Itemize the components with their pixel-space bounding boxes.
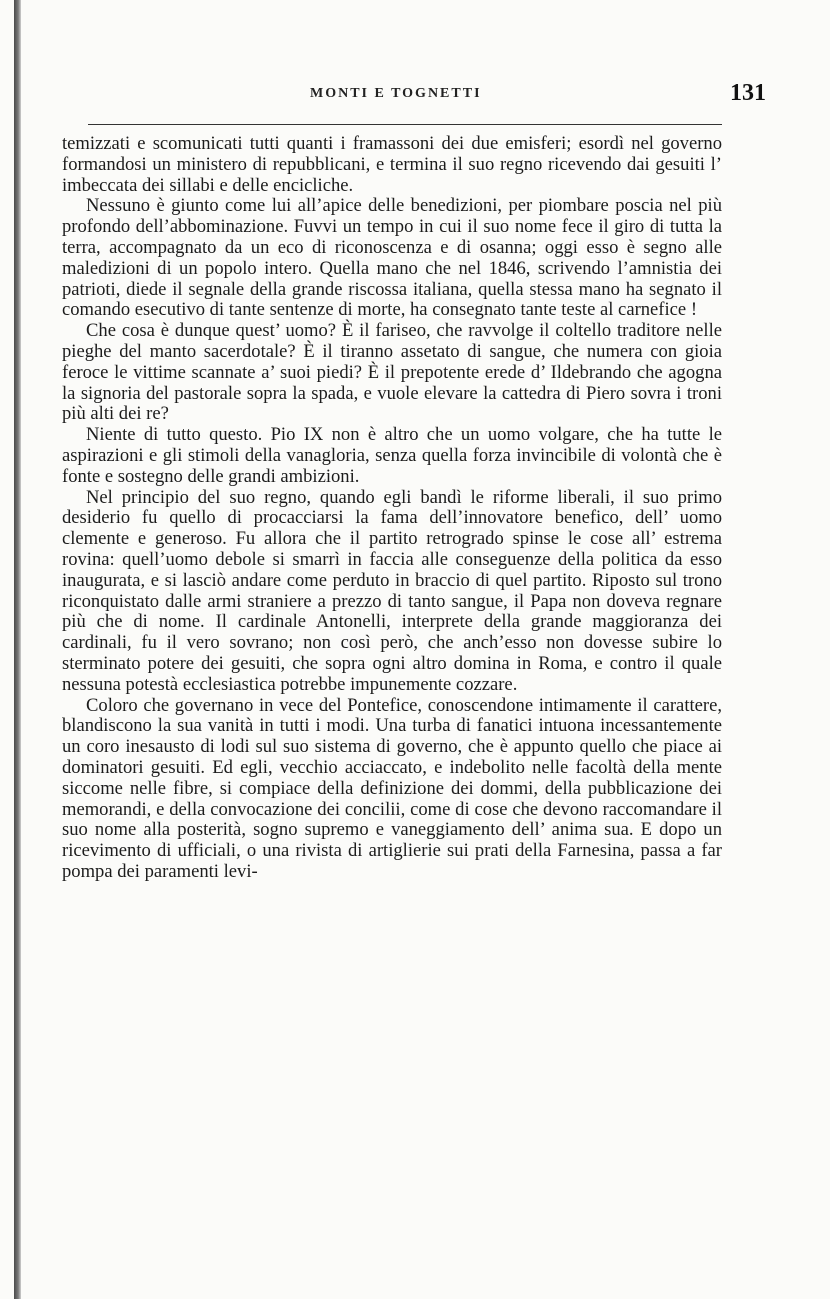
page-header [90, 80, 770, 108]
body-text [62, 134, 722, 883]
running-head: MONTI E TOGNETTI [310, 86, 482, 101]
paragraph: Niente di tutto questo. Pio IX non è altro che un uomo volgare, che ha tutte le aspirazioni e gli stimoli della vanagloria, senza quella forza invincibile di volontà che è fonte e sostegno delle grandi ambizioni. [62, 424, 722, 487]
paragraph: Nel principio del suo regno, quando egli bandì le riforme liberali, il suo primo desiderio fu quello di procacciarsi la fama dell’innovatore benefico, dell’ uomo clemente e generoso. Fu allora che il partito retrogrado spinse le cose all’ estrema rovina: quell’uomo debole si smarrì in faccia alle conseguenze della politica da esso inaugurata, e si lasciò andare come perduto in braccio di quel partito. Riposto sul trono riconquistato dalle armi straniere a prezzo di tanto sangue, il Papa non doveva regnare più che di nome. Il cardinale Antonelli, interprete della grande maggioranza dei cardinali, fu il vero sovrano; non così però, che anch’esso non dovesse subire lo sterminato potere dei gesuiti, che sopra ogni altro domina in Roma, e contro il quale nessuna potestà ecclesiastica potrebbe impunemente cozzare. [62, 486, 722, 695]
page-number: 131 [730, 80, 766, 106]
paragraph: Che cosa è dunque quest’ uomo? È il fariseo, che ravvolge il coltello traditore nelle pieghe del manto sacerdotale? È il tiranno assetato di sangue, che numera con gioia feroce le vittime scannate a’ suoi piedi? È il prepotente erede d’ Ildebrando che agogna la signoria del pastorale sopra la spada, e vuole elevare la cattedra di Piero sovra i troni più alti dei re? [62, 320, 722, 425]
paragraph: Coloro che governano in vece del Pontefice, conoscendone intimamente il carattere, blandiscono la sua vanità in tutti i modi. Una turba di fanatici intuona incessantemente un coro inesausto di lodi sul suo sistema di governo, che è appunto quello che piace ai dominatori gesuiti. Ed egli, vecchio acciaccato, e indebolito nelle facoltà della mente siccome nelle fibre, si compiace della definizione dei dommi, della pubblicazione dei memorandi, e della convocazione dei concilii, come di cose che devono raccomandare il suo nome alla posterità, sogno supremo e vaneggiamento dell’ anima sua. E dopo un ricevimento di ufficiali, o una rivista di artiglierie sui prati della Farnesina, passa a far pompa dei paramenti levi- [62, 694, 722, 882]
paragraph: Nessuno è giunto come lui all’apice delle benedizioni, per piombare poscia nel più profondo dell’abbominazione. Fuvvi un tempo in cui il suo nome fece il giro di tutta la terra, accompagnato da un eco di riconoscenza e di osanna; oggi esso è segno alle maledizioni di un popolo intero. Quella mano che nel 1846, scrivendo l’amnistia dei patrioti, diede il segnale della grande riscossa italiana, quella stessa mano ha segnato il comando esecutivo di tante sentenze di morte, ha consegnato tante teste al carnefice ! [62, 195, 722, 321]
paragraph: temizzati e scomunicati tutti quanti i framassoni dei due emisferi; esordì nel governo formandosi un ministero di repubblicani, e termina il suo regno ricevendo dai gesuiti l’ imbeccata dei sillabi e delle encicliche. [62, 133, 722, 196]
header-rule [88, 124, 722, 125]
page-binding-edge [14, 0, 21, 1299]
